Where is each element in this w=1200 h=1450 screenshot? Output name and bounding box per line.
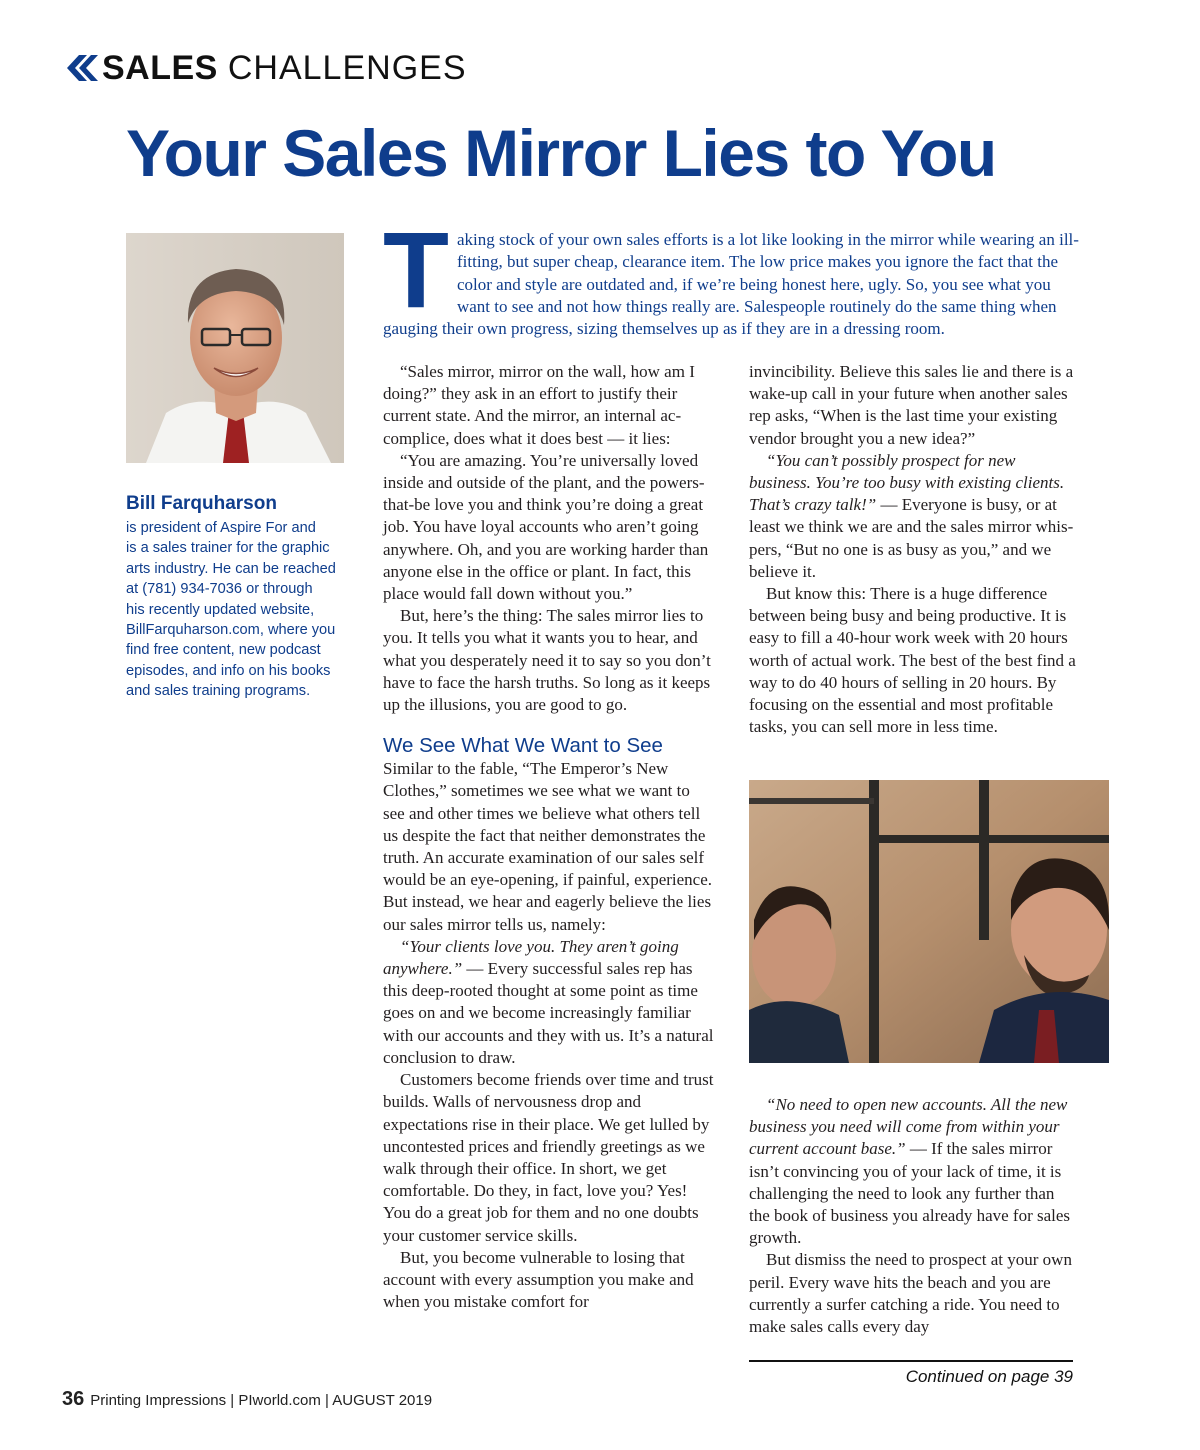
paragraph: But dismiss the need to prospect at your own peril. Every wave hits the beach and you are currently a surfer catching a ride. You need to make sales calls every day: [749, 1250, 1072, 1337]
page-footer: [62, 1388, 432, 1411]
pull-quote-italic: “Your clients love you. They aren’t going anywhere.”: [383, 936, 679, 979]
paragraph: invincibility. Believe this sales lie and there is a wake-up call in your future when another sales rep asks, “When is the last time your existing vendor brought you a new idea?”: [749, 362, 1074, 448]
bio-line: find free content, new podcast: [126, 642, 321, 659]
subheading: We See What We Want to See: [383, 734, 663, 758]
paragraph: [749, 1094, 1079, 1249]
footer-text: Printing Impressions | PIworld.com | AUGUST 2019: [90, 1392, 433, 1409]
paragraph: But, you become vulnerable to losing that account with every assumption you make and when you mistake comfort for: [383, 1247, 694, 1312]
page-number: 36: [62, 1388, 85, 1410]
mirror-photo: [749, 780, 1109, 1063]
bio-line: and sales training programs.: [126, 683, 311, 700]
pull-quote-italic: “No need to open new accounts. All the new business you need will come from within your current account base.”: [749, 1095, 1068, 1159]
body-column-2-continued: [749, 1094, 1079, 1338]
intro-text: aking stock of your own sales efforts is a lot like looking in the mirror while wearing an ill-fitting, but super cheap, clearance item. The low price makes you ignore the fact that the color and style are outdated and, if we’re being honest here, ugly. So, you see what you want to see and not how things really are. Salespeople routinely do the same thing when gauging their own progress, sizing themselves up as if they are in a dressing room.: [383, 230, 1079, 339]
pull-quote-italic: “You can’t possibly prospect for new business. You’re too busy with existing clients. That’s crazy talk!”: [749, 450, 1065, 515]
author-bio: [126, 518, 362, 702]
paragraph: Similar to the fable, “The Emperor’s New Clothes,” sometimes we see what we want to see and other times we believe what others tell us despite the fact that neither demonstrates the truth. An accurate examination of our sales self would be an eye-opening, if painful, experience. But instead, we hear and eagerly believe the lies our sales mirror tells us, namely:: [383, 759, 713, 934]
bio-line: is president of Aspire For and: [126, 520, 316, 536]
author-photo: [126, 233, 344, 463]
paragraph-text: — If the sales mirror isn’t convincing you of your lack of time, it is challenging the need to look any further than the book of business you already have for sales growth.: [749, 1139, 1071, 1248]
bio-line: arts industry. He can be reached: [126, 560, 336, 577]
article-headline: Your Sales Mirror Lies to You: [126, 116, 996, 190]
bio-line: BillFarquharson.com, where you: [126, 622, 336, 639]
paragraph: “Sales mirror, mirror on the wall, how am I doing?” they ask in an effort to justify their current state. And the mirror, an internal accomplice, does what it does best — it lies:: [383, 362, 695, 448]
drop-cap: T: [383, 209, 449, 330]
paragraph: [749, 450, 1079, 583]
paragraph-text: — Every successful sales rep has this deep-rooted thought at some point as time goes on and we become increasingly familiar with our accounts and they with us. It’s a natural conclusion to draw.: [383, 959, 714, 1067]
paragraph: “You are amazing. You’re universally loved inside and outside of the plant, and the powers-that-be love you and think you’re doing a great job. You have loyal accounts who aren’t going anywhere. Oh, and you are working harder than anyone else in the office or plant. In fact, this place would fall down without you.”: [383, 450, 709, 604]
paragraph: Customers become friends over time and trust builds. Walls of nervousness drop and expectations rise in their place. We get lulled by uncontested prices and friendly greetings as we walk through their office. In short, we get comfortable. Do they, in fact, love you? Yes! You do a great job for them and no one doubts your customer service skills.: [383, 1070, 714, 1245]
continued-divider: [749, 1360, 1073, 1362]
paragraph: [383, 936, 715, 1069]
double-chevron-left-icon: [62, 53, 98, 83]
article-intro: [383, 209, 1083, 340]
paragraph: But, here’s the thing: The sales mirror lies to you. It tells you what it wants you to hear, and what you desperately need it to say so you don’t have to face the harsh truths. So long as it keeps up the illusions, you are good to go.: [383, 606, 711, 715]
bio-line: at (781) 934-7036 or through: [126, 581, 313, 598]
bio-line: his recently updated website,: [126, 601, 315, 618]
bio-line: episodes, and info on his books: [126, 662, 331, 679]
paragraph: But know this: There is a huge difference between being busy and being productive. It is easy to fill a 40-hour work week with 20 hours worth of actual work. The best of the best find a way to do 40 hours of selling in 20 hours. By focusing on the essential and most profitable tasks, you can sell more in less time.: [749, 584, 1076, 737]
author-name: Bill Farquharson: [126, 493, 277, 514]
bio-line: is a sales trainer for the graphic: [126, 540, 330, 557]
body-column-1: [383, 361, 715, 1313]
paragraph-text: — Everyone is busy, or at least we think we are and the sales mirror whispers, “But no one is as busy as you,” and we believe it.: [749, 495, 1074, 581]
section-label-bold: SALES: [102, 48, 218, 87]
section-header: [62, 46, 467, 90]
section-label-light: CHALLENGES: [227, 48, 467, 87]
body-column-2: [749, 361, 1079, 738]
continued-on-page-link[interactable]: Continued on page 39: [905, 1367, 1073, 1386]
